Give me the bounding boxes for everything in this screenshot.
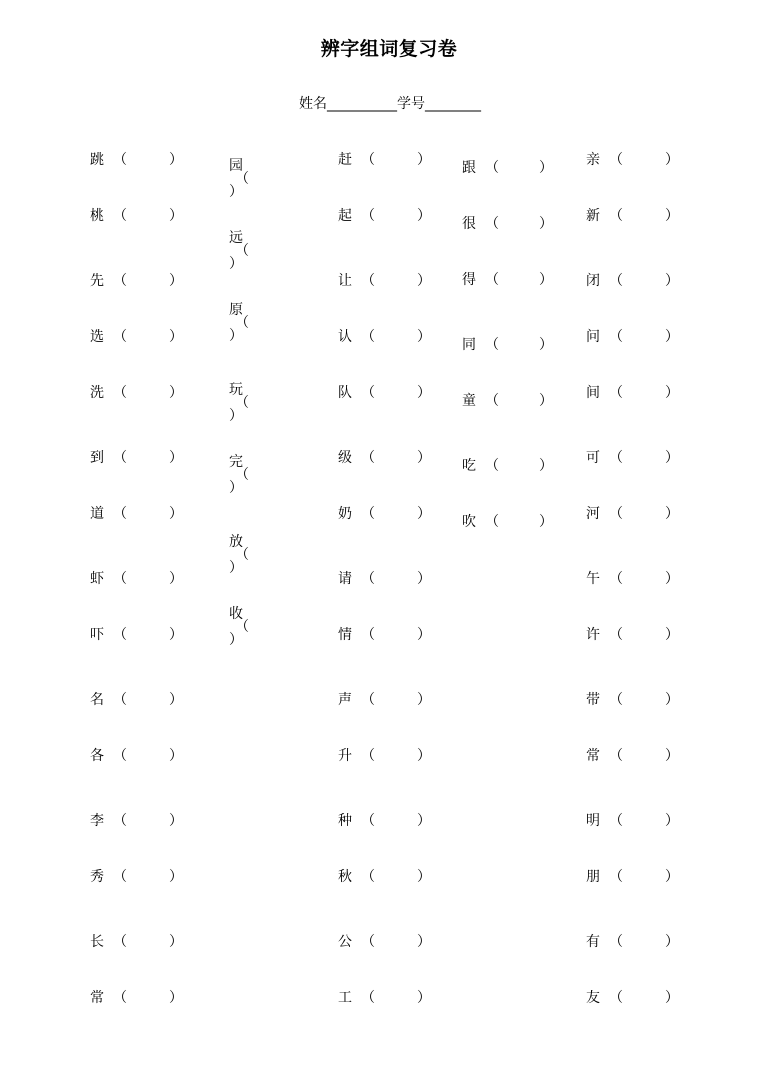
word-item bbox=[338, 748, 431, 764]
word-character: 可 bbox=[586, 450, 600, 466]
word-item bbox=[338, 506, 431, 522]
word-character: 吓 bbox=[90, 627, 104, 643]
answer-open-paren[interactable]: （ bbox=[609, 385, 623, 401]
answer-close-paren[interactable]: ） bbox=[169, 152, 183, 168]
answer-close-paren[interactable]: ） bbox=[229, 256, 243, 272]
answer-close-paren[interactable]: ） bbox=[665, 450, 679, 466]
word-item bbox=[90, 571, 183, 587]
answer-close-paren[interactable]: ） bbox=[417, 273, 431, 289]
answer-close-paren[interactable]: ） bbox=[229, 480, 243, 496]
answer-close-paren[interactable]: ） bbox=[665, 385, 679, 401]
word-item bbox=[462, 337, 553, 353]
answer-open-paren[interactable]: （ bbox=[361, 934, 375, 950]
student-info-line bbox=[0, 93, 763, 113]
answer-close-paren[interactable]: ） bbox=[417, 329, 431, 345]
answer-open-paren[interactable]: （ bbox=[113, 934, 127, 950]
answer-close-paren[interactable]: ） bbox=[229, 632, 243, 648]
word-item bbox=[338, 571, 431, 587]
word-character: 道 bbox=[90, 506, 104, 522]
word-character: 河 bbox=[586, 506, 600, 522]
word-character: 亲 bbox=[586, 152, 600, 168]
answer-close-paren[interactable]: ） bbox=[169, 692, 183, 708]
answer-close-paren[interactable]: ） bbox=[417, 152, 431, 168]
answer-open-paren[interactable]: （ bbox=[235, 171, 249, 187]
word-character: 公 bbox=[338, 934, 352, 950]
word-item bbox=[462, 160, 553, 176]
answer-open-paren[interactable]: （ bbox=[361, 571, 375, 587]
answer-open-paren[interactable]: （ bbox=[609, 990, 623, 1006]
word-character: 奶 bbox=[338, 506, 352, 522]
answer-open-paren[interactable]: （ bbox=[113, 869, 127, 885]
word-character: 同 bbox=[462, 337, 476, 353]
answer-open-paren[interactable]: （ bbox=[361, 813, 375, 829]
answer-open-paren[interactable]: （ bbox=[609, 450, 623, 466]
word-item-wrapped bbox=[229, 304, 259, 343]
answer-open-paren[interactable]: （ bbox=[609, 329, 623, 345]
word-item bbox=[338, 329, 431, 345]
word-character: 有 bbox=[586, 934, 600, 950]
word-character: 新 bbox=[586, 208, 600, 224]
word-item bbox=[338, 450, 431, 466]
answer-close-paren[interactable]: ） bbox=[665, 748, 679, 764]
answer-close-paren[interactable]: ） bbox=[539, 272, 553, 288]
answer-close-paren[interactable]: ） bbox=[665, 813, 679, 829]
answer-open-paren[interactable]: （ bbox=[361, 450, 375, 466]
word-character: 声 bbox=[338, 692, 352, 708]
answer-close-paren[interactable]: ） bbox=[539, 458, 553, 474]
word-item-wrapped bbox=[229, 160, 259, 199]
word-character: 吹 bbox=[462, 514, 476, 530]
word-item bbox=[90, 506, 183, 522]
answer-close-paren[interactable]: ） bbox=[169, 329, 183, 345]
answer-open-paren[interactable]: （ bbox=[485, 216, 499, 232]
answer-open-paren[interactable]: （ bbox=[361, 748, 375, 764]
word-item bbox=[586, 748, 679, 764]
word-character: 友 bbox=[586, 990, 600, 1006]
word-character: 常 bbox=[586, 748, 600, 764]
answer-close-paren[interactable]: ） bbox=[169, 506, 183, 522]
word-item bbox=[90, 450, 183, 466]
word-item-wrapped bbox=[229, 384, 259, 423]
answer-open-paren[interactable]: （ bbox=[485, 458, 499, 474]
word-item bbox=[90, 273, 183, 289]
answer-open-paren[interactable]: （ bbox=[113, 692, 127, 708]
answer-open-paren[interactable]: （ bbox=[609, 273, 623, 289]
word-character: 明 bbox=[586, 813, 600, 829]
word-item bbox=[338, 385, 431, 401]
word-item bbox=[586, 934, 679, 950]
word-character: 完 bbox=[229, 454, 243, 470]
answer-open-paren[interactable]: （ bbox=[361, 152, 375, 168]
answer-close-paren[interactable]: ） bbox=[169, 869, 183, 885]
answer-open-paren[interactable]: （ bbox=[113, 813, 127, 829]
answer-open-paren[interactable]: （ bbox=[361, 692, 375, 708]
answer-open-paren[interactable]: （ bbox=[485, 160, 499, 176]
word-character: 得 bbox=[462, 272, 476, 288]
answer-open-paren[interactable]: （ bbox=[361, 208, 375, 224]
word-item bbox=[90, 869, 183, 885]
answer-open-paren[interactable]: （ bbox=[235, 315, 249, 331]
answer-open-paren[interactable]: （ bbox=[113, 329, 127, 345]
answer-close-paren[interactable]: ） bbox=[665, 627, 679, 643]
answer-close-paren[interactable]: ） bbox=[169, 627, 183, 643]
answer-close-paren[interactable]: ） bbox=[229, 560, 243, 576]
answer-open-paren[interactable]: （ bbox=[113, 208, 127, 224]
answer-open-paren[interactable]: （ bbox=[113, 152, 127, 168]
word-item bbox=[586, 813, 679, 829]
word-item bbox=[586, 627, 679, 643]
word-item bbox=[462, 393, 553, 409]
answer-open-paren[interactable]: （ bbox=[113, 571, 127, 587]
word-character: 闭 bbox=[586, 273, 600, 289]
answer-open-paren[interactable]: （ bbox=[361, 273, 375, 289]
word-character: 许 bbox=[586, 627, 600, 643]
word-item bbox=[462, 272, 553, 288]
answer-close-paren[interactable]: ） bbox=[169, 748, 183, 764]
answer-close-paren[interactable]: ） bbox=[169, 385, 183, 401]
answer-close-paren[interactable]: ） bbox=[539, 393, 553, 409]
answer-open-paren[interactable]: （ bbox=[235, 395, 249, 411]
answer-close-paren[interactable]: ） bbox=[665, 934, 679, 950]
word-item bbox=[90, 990, 183, 1006]
word-character: 虾 bbox=[90, 571, 104, 587]
word-character: 长 bbox=[90, 934, 104, 950]
name-blank[interactable]: __________ bbox=[327, 96, 397, 112]
word-character: 远 bbox=[229, 230, 243, 246]
answer-close-paren[interactable]: ） bbox=[539, 514, 553, 530]
word-item bbox=[90, 329, 183, 345]
answer-close-paren[interactable]: ） bbox=[539, 216, 553, 232]
answer-close-paren[interactable]: ） bbox=[169, 450, 183, 466]
word-character: 先 bbox=[90, 273, 104, 289]
answer-open-paren[interactable]: （ bbox=[609, 692, 623, 708]
answer-close-paren[interactable]: ） bbox=[665, 273, 679, 289]
answer-close-paren[interactable]: ） bbox=[417, 208, 431, 224]
word-character: 到 bbox=[90, 450, 104, 466]
answer-close-paren[interactable]: ） bbox=[169, 990, 183, 1006]
answer-open-paren[interactable]: （ bbox=[235, 467, 249, 483]
answer-open-paren[interactable]: （ bbox=[361, 329, 375, 345]
word-item bbox=[586, 990, 679, 1006]
word-character: 各 bbox=[90, 748, 104, 764]
word-item bbox=[90, 692, 183, 708]
answer-close-paren[interactable]: ） bbox=[417, 813, 431, 829]
word-item-wrapped bbox=[229, 232, 259, 271]
word-item bbox=[90, 934, 183, 950]
page-title: 辨字组词复习卷 bbox=[320, 38, 458, 60]
answer-close-paren[interactable]: ） bbox=[665, 571, 679, 587]
word-character: 玩 bbox=[229, 382, 243, 398]
answer-close-paren[interactable]: ） bbox=[665, 990, 679, 1006]
word-item bbox=[338, 208, 431, 224]
answer-close-paren[interactable]: ） bbox=[417, 692, 431, 708]
answer-close-paren[interactable]: ） bbox=[229, 184, 243, 200]
answer-close-paren[interactable]: ） bbox=[665, 506, 679, 522]
word-character: 种 bbox=[338, 813, 352, 829]
answer-open-paren[interactable]: （ bbox=[609, 934, 623, 950]
word-item bbox=[462, 514, 553, 530]
word-item bbox=[90, 385, 183, 401]
word-item bbox=[338, 990, 431, 1006]
answer-close-paren[interactable]: ） bbox=[665, 152, 679, 168]
word-character: 跟 bbox=[462, 160, 476, 176]
answer-open-paren[interactable]: （ bbox=[609, 208, 623, 224]
word-item bbox=[90, 627, 183, 643]
word-character: 升 bbox=[338, 748, 352, 764]
answer-open-paren[interactable]: （ bbox=[361, 627, 375, 643]
answer-open-paren[interactable]: （ bbox=[609, 869, 623, 885]
answer-open-paren[interactable]: （ bbox=[113, 273, 127, 289]
answer-close-paren[interactable]: ） bbox=[539, 337, 553, 353]
word-character: 桃 bbox=[90, 208, 104, 224]
answer-close-paren[interactable]: ） bbox=[665, 869, 679, 885]
word-item bbox=[586, 273, 679, 289]
word-item bbox=[338, 692, 431, 708]
answer-close-paren[interactable]: ） bbox=[417, 990, 431, 1006]
word-item bbox=[338, 273, 431, 289]
word-character: 放 bbox=[229, 534, 243, 550]
answer-close-paren[interactable]: ） bbox=[417, 748, 431, 764]
answer-open-paren[interactable]: （ bbox=[235, 619, 249, 635]
word-item bbox=[586, 152, 679, 168]
answer-open-paren[interactable]: （ bbox=[113, 627, 127, 643]
word-item bbox=[462, 458, 553, 474]
word-item bbox=[462, 216, 553, 232]
name-label: 姓名 bbox=[299, 96, 327, 112]
word-character: 队 bbox=[338, 385, 352, 401]
word-item bbox=[586, 450, 679, 466]
answer-open-paren[interactable]: （ bbox=[609, 627, 623, 643]
answer-open-paren[interactable]: （ bbox=[485, 514, 499, 530]
student-id-label: 学号 bbox=[397, 96, 425, 112]
word-item bbox=[586, 208, 679, 224]
answer-close-paren[interactable]: ） bbox=[169, 813, 183, 829]
answer-open-paren[interactable]: （ bbox=[235, 547, 249, 563]
word-item bbox=[338, 934, 431, 950]
answer-open-paren[interactable]: （ bbox=[609, 571, 623, 587]
word-character: 午 bbox=[586, 571, 600, 587]
answer-open-paren[interactable]: （ bbox=[485, 337, 499, 353]
word-character: 朋 bbox=[586, 869, 600, 885]
word-item-wrapped bbox=[229, 456, 259, 495]
word-item bbox=[586, 329, 679, 345]
word-character: 选 bbox=[90, 329, 104, 345]
word-item bbox=[338, 627, 431, 643]
word-character: 原 bbox=[229, 302, 243, 318]
answer-open-paren[interactable]: （ bbox=[485, 272, 499, 288]
word-character: 让 bbox=[338, 273, 352, 289]
word-item bbox=[586, 869, 679, 885]
word-character: 起 bbox=[338, 208, 352, 224]
word-character: 赶 bbox=[338, 152, 352, 168]
word-item bbox=[338, 869, 431, 885]
word-character: 收 bbox=[229, 606, 243, 622]
answer-open-paren[interactable]: （ bbox=[113, 990, 127, 1006]
answer-open-paren[interactable]: （ bbox=[113, 506, 127, 522]
word-character: 秀 bbox=[90, 869, 104, 885]
answer-close-paren[interactable]: ） bbox=[665, 692, 679, 708]
word-character: 级 bbox=[338, 450, 352, 466]
answer-close-paren[interactable]: ） bbox=[417, 934, 431, 950]
word-character: 工 bbox=[338, 990, 352, 1006]
answer-open-paren[interactable]: （ bbox=[609, 506, 623, 522]
word-item bbox=[90, 152, 183, 168]
answer-open-paren[interactable]: （ bbox=[609, 748, 623, 764]
word-character: 洗 bbox=[90, 385, 104, 401]
word-item bbox=[586, 571, 679, 587]
answer-close-paren[interactable]: ） bbox=[169, 934, 183, 950]
answer-open-paren[interactable]: （ bbox=[113, 385, 127, 401]
word-character: 常 bbox=[90, 990, 104, 1006]
word-character: 带 bbox=[586, 692, 600, 708]
answer-open-paren[interactable]: （ bbox=[235, 243, 249, 259]
word-character: 童 bbox=[462, 393, 476, 409]
word-character: 请 bbox=[338, 571, 352, 587]
word-character: 间 bbox=[586, 385, 600, 401]
answer-close-paren[interactable]: ） bbox=[229, 408, 243, 424]
word-item bbox=[586, 385, 679, 401]
word-item bbox=[586, 692, 679, 708]
word-character: 名 bbox=[90, 692, 104, 708]
answer-close-paren[interactable]: ） bbox=[417, 869, 431, 885]
word-item bbox=[90, 748, 183, 764]
word-item bbox=[90, 208, 183, 224]
word-character: 跳 bbox=[90, 152, 104, 168]
answer-open-paren[interactable]: （ bbox=[609, 152, 623, 168]
word-character: 园 bbox=[229, 158, 243, 174]
answer-close-paren[interactable]: ） bbox=[665, 208, 679, 224]
answer-close-paren[interactable]: ） bbox=[229, 328, 243, 344]
word-item-wrapped bbox=[229, 608, 259, 647]
answer-open-paren[interactable]: （ bbox=[361, 990, 375, 1006]
word-character: 很 bbox=[462, 216, 476, 232]
answer-close-paren[interactable]: ） bbox=[417, 571, 431, 587]
answer-open-paren[interactable]: （ bbox=[113, 748, 127, 764]
word-item bbox=[338, 813, 431, 829]
answer-open-paren[interactable]: （ bbox=[361, 506, 375, 522]
word-character: 情 bbox=[338, 627, 352, 643]
answer-open-paren[interactable]: （ bbox=[361, 385, 375, 401]
answer-close-paren[interactable]: ） bbox=[169, 273, 183, 289]
answer-close-paren[interactable]: ） bbox=[169, 208, 183, 224]
answer-close-paren[interactable]: ） bbox=[417, 450, 431, 466]
word-item bbox=[90, 813, 183, 829]
answer-open-paren[interactable]: （ bbox=[609, 813, 623, 829]
word-character: 问 bbox=[586, 329, 600, 345]
answer-close-paren[interactable]: ） bbox=[665, 329, 679, 345]
answer-close-paren[interactable]: ） bbox=[169, 571, 183, 587]
answer-open-paren[interactable]: （ bbox=[485, 393, 499, 409]
answer-open-paren[interactable]: （ bbox=[361, 869, 375, 885]
word-character: 李 bbox=[90, 813, 104, 829]
word-item bbox=[586, 506, 679, 522]
answer-close-paren[interactable]: ） bbox=[417, 627, 431, 643]
word-item-wrapped bbox=[229, 536, 259, 575]
word-character: 认 bbox=[338, 329, 352, 345]
word-character: 秋 bbox=[338, 869, 352, 885]
answer-close-paren[interactable]: ） bbox=[417, 385, 431, 401]
answer-open-paren[interactable]: （ bbox=[113, 450, 127, 466]
answer-close-paren[interactable]: ） bbox=[539, 160, 553, 176]
answer-close-paren[interactable]: ） bbox=[417, 506, 431, 522]
word-item bbox=[338, 152, 431, 168]
student-id-blank[interactable]: ________ bbox=[425, 96, 481, 112]
word-character: 吃 bbox=[462, 458, 476, 474]
